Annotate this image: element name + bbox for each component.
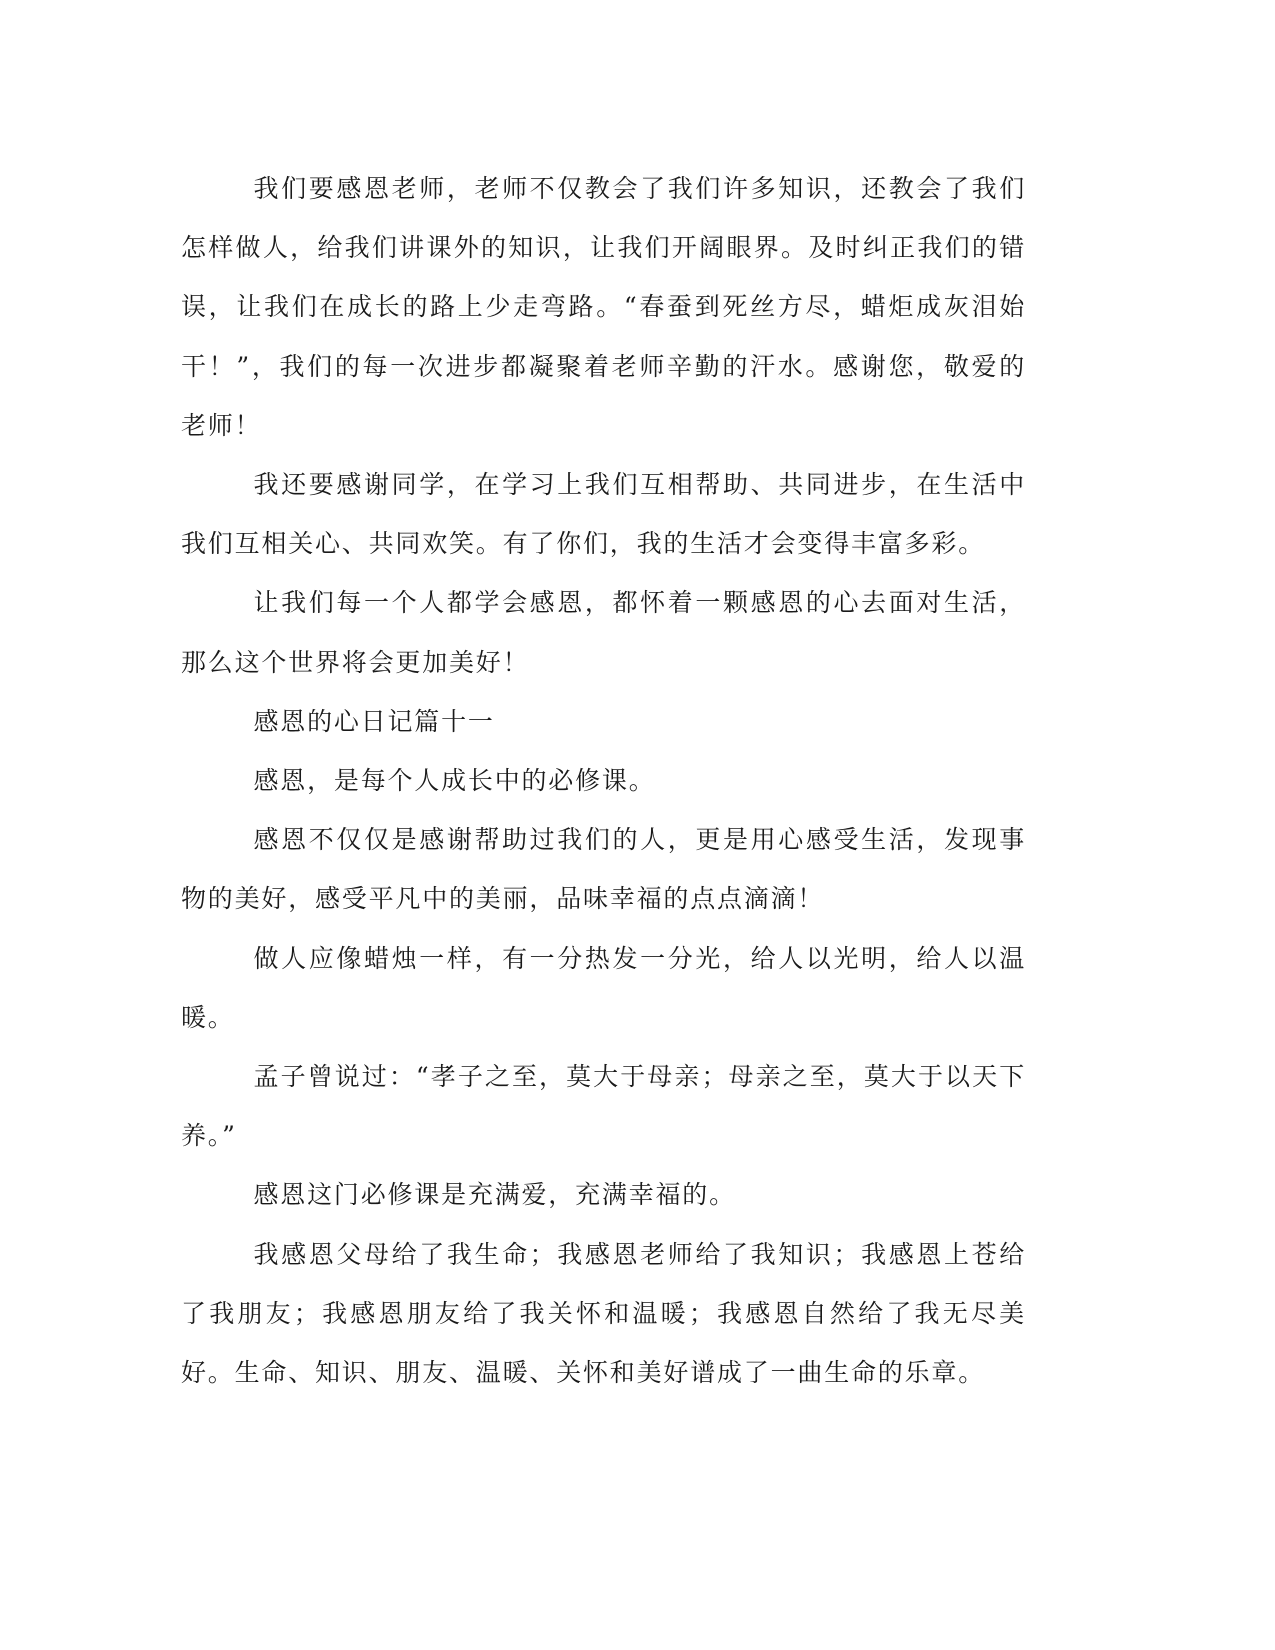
paragraph-required-course: 感恩，是每个人成长中的必修课。 (253, 766, 656, 796)
document-body (181, 159, 1026, 1402)
paragraph-thank-classmates: 我还要感谢同学，在学习上我们互相帮助、共同进步，在生活中我们互相关心、共同欢笑。有了你们，我的生活才会变得丰富多彩。 (181, 470, 1026, 559)
paragraph-feel-life: 感恩不仅仅是感谢帮助过我们的人，更是用心感受生活，发现事物的美好，感受平凡中的美丽，品味幸福的点点滴滴！ (181, 825, 1026, 914)
paragraph-learn-gratitude: 让我们每一个人都学会感恩，都怀着一颗感恩的心去面对生活，那么这个世界将会更加美好！ (181, 588, 1026, 677)
paragraph-mencius-quote: 孟子曾说过：“孝子之至，莫大于母亲；母亲之至，莫大于以天下养。” (181, 1062, 1026, 1151)
paragraph-love-happiness: 感恩这门必修课是充满爱，充满幸福的。 (253, 1180, 736, 1210)
paragraph-candle: 做人应像蜡烛一样，有一分热发一分光，给人以光明，给人以温暖。 (181, 943, 1026, 1032)
paragraph-grateful-list: 我感恩父母给了我生命；我感恩老师给了我知识；我感恩上苍给了我朋友；我感恩朋友给了我关怀和温暖；我感恩自然给了我无尽美好。生命、知识、朋友、温暖、关怀和美好谱成了一曲生命的乐章。 (181, 1239, 1026, 1388)
section-heading: 感恩的心日记篇十一 (253, 706, 495, 736)
paragraph-thank-teachers: 我们要感恩老师，老师不仅教会了我们许多知识，还教会了我们怎样做人，给我们讲课外的知识，让我们开阔眼界。及时纠正我们的错误，让我们在成长的路上少走弯路。“春蚕到死丝方尽，蜡炬成灰泪始干！”，我们的每一次进步都凝聚着老师辛勤的汗水。感谢您，敬爱的老师！ (181, 174, 1026, 440)
